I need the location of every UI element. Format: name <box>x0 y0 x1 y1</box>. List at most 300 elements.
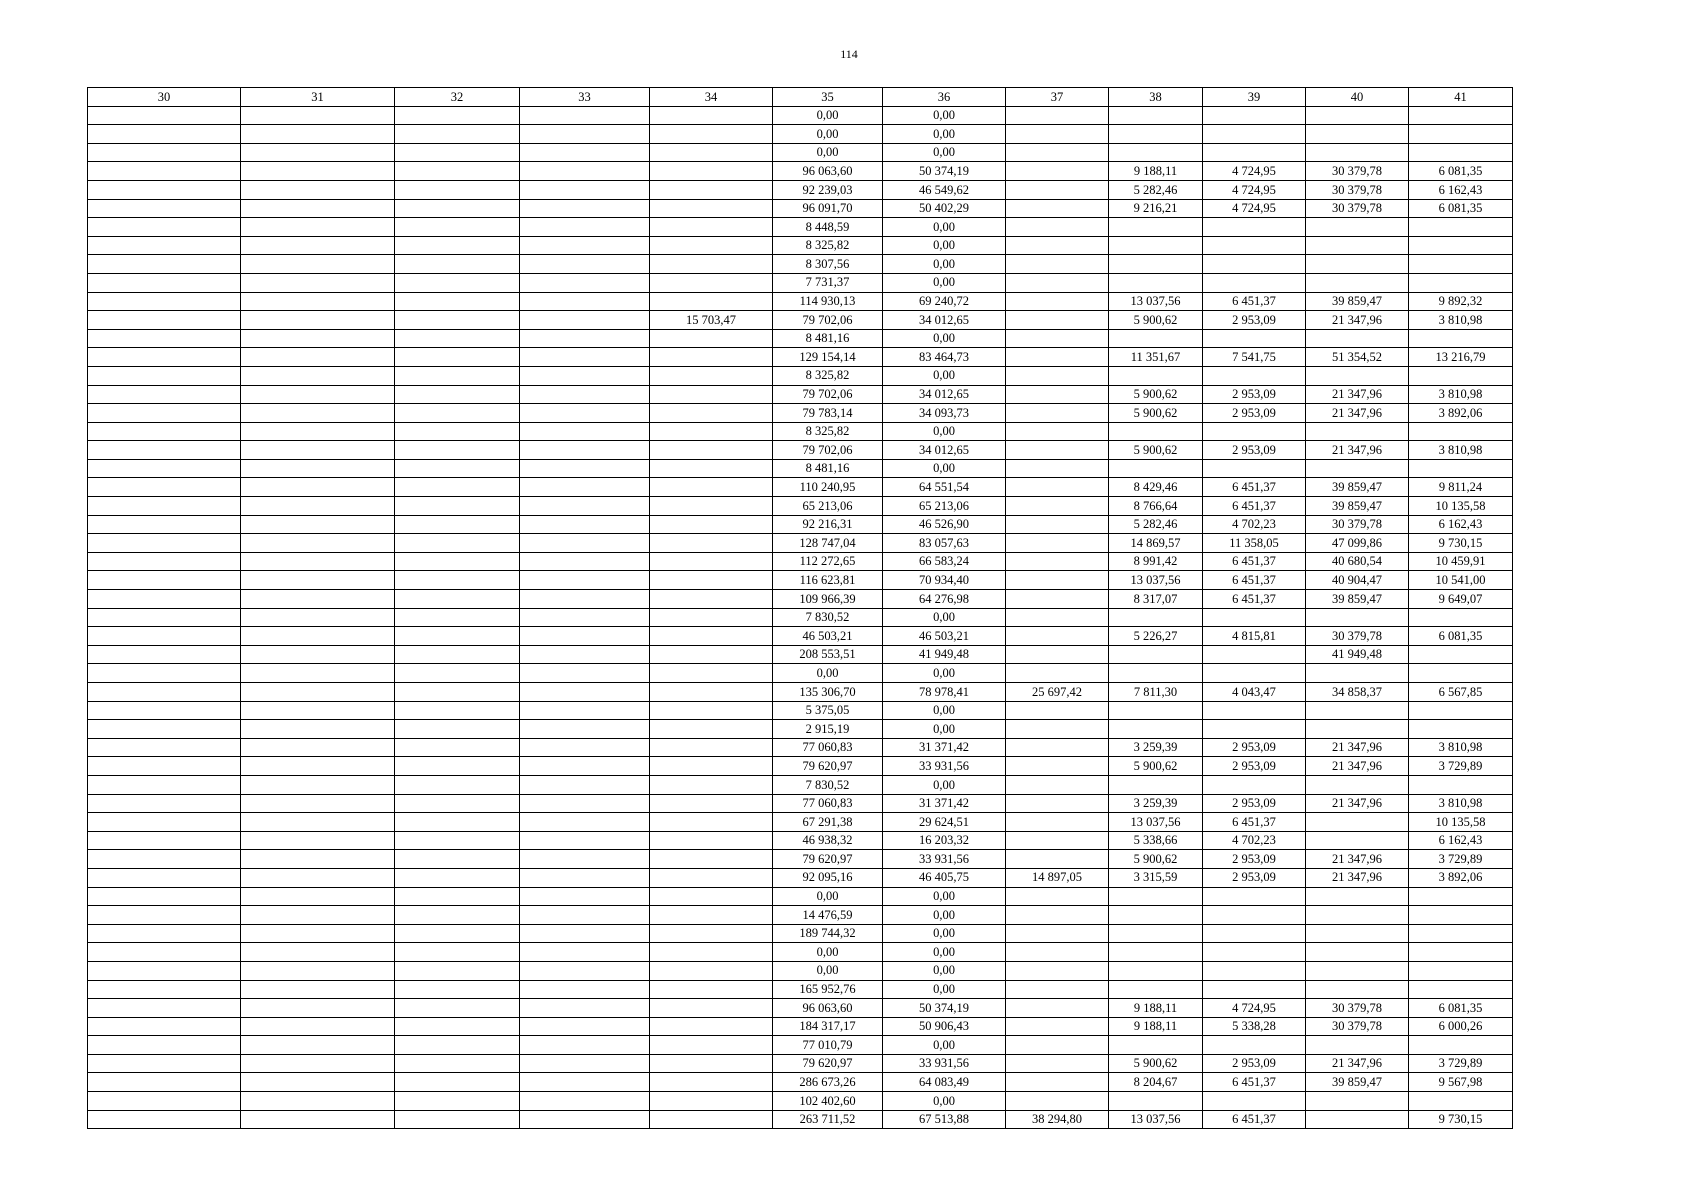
table-cell: 25 697,42 <box>1006 683 1109 702</box>
table-cell <box>241 366 395 385</box>
table-cell <box>1109 720 1203 739</box>
table-cell <box>395 311 520 330</box>
table-cell <box>650 701 773 720</box>
table-cell <box>1203 143 1306 162</box>
table-cell <box>1409 1036 1513 1055</box>
table-cell <box>650 924 773 943</box>
table-cell <box>241 497 395 516</box>
table-cell <box>395 125 520 144</box>
table-cell <box>241 961 395 980</box>
table-cell <box>520 1073 650 1092</box>
table-cell <box>520 348 650 367</box>
table-cell <box>1109 329 1203 348</box>
table-cell: 0,00 <box>883 422 1006 441</box>
table-cell <box>650 1110 773 1129</box>
table-cell <box>520 1110 650 1129</box>
table-cell: 9 567,98 <box>1409 1073 1513 1092</box>
table-cell <box>1109 143 1203 162</box>
table-cell <box>88 813 241 832</box>
table-cell <box>1109 1092 1203 1111</box>
table-row <box>88 366 1513 385</box>
table-cell: 5 900,62 <box>1109 404 1203 423</box>
table-cell <box>650 1036 773 1055</box>
table-cell: 0,00 <box>883 961 1006 980</box>
table-cell <box>1409 775 1513 794</box>
table-cell <box>650 645 773 664</box>
table-cell <box>1006 366 1109 385</box>
table-cell: 15 703,47 <box>650 311 773 330</box>
table-cell <box>395 943 520 962</box>
table-cell <box>520 534 650 553</box>
table-cell <box>1006 125 1109 144</box>
table-cell <box>520 459 650 478</box>
table-cell <box>1109 924 1203 943</box>
table-cell <box>88 775 241 794</box>
table-cell: 5 282,46 <box>1109 180 1203 199</box>
table-cell: 6 000,26 <box>1409 1017 1513 1036</box>
table-cell <box>1006 236 1109 255</box>
table-cell <box>88 1073 241 1092</box>
table-cell <box>88 125 241 144</box>
table-cell: 6 162,43 <box>1409 515 1513 534</box>
table-row <box>88 794 1513 813</box>
table-cell: 6 162,43 <box>1409 831 1513 850</box>
table-cell <box>1006 794 1109 813</box>
table-cell <box>241 608 395 627</box>
table-cell <box>241 664 395 683</box>
table-row <box>88 943 1513 962</box>
table-cell <box>1306 422 1409 441</box>
table-cell <box>650 106 773 125</box>
table-cell <box>1409 664 1513 683</box>
table-cell <box>650 775 773 794</box>
table-cell <box>241 273 395 292</box>
table-cell: 5 282,46 <box>1109 515 1203 534</box>
table-cell <box>395 329 520 348</box>
table-cell <box>88 850 241 869</box>
table-cell: 21 347,96 <box>1306 441 1409 460</box>
table-cell <box>88 162 241 181</box>
table-cell: 0,00 <box>883 106 1006 125</box>
table-cell <box>520 887 650 906</box>
table-cell <box>395 515 520 534</box>
table-cell: 4 724,95 <box>1203 162 1306 181</box>
table-cell <box>1203 924 1306 943</box>
table-cell <box>88 106 241 125</box>
table-cell <box>650 459 773 478</box>
table-cell: 0,00 <box>883 887 1006 906</box>
table-cell <box>88 180 241 199</box>
table-cell: 77 060,83 <box>773 794 883 813</box>
table-cell <box>1409 980 1513 999</box>
table-cell <box>650 906 773 925</box>
table-row <box>88 906 1513 925</box>
table-cell: 0,00 <box>883 255 1006 274</box>
table-row <box>88 571 1513 590</box>
table-cell: 30 379,78 <box>1306 180 1409 199</box>
table-cell <box>241 143 395 162</box>
table-cell <box>88 943 241 962</box>
table-cell <box>1006 608 1109 627</box>
table-cell <box>1109 236 1203 255</box>
table-cell: 79 783,14 <box>773 404 883 423</box>
table-cell <box>650 273 773 292</box>
column-header: 30 <box>88 88 241 107</box>
table-cell <box>88 683 241 702</box>
table-cell: 30 379,78 <box>1306 1017 1409 1036</box>
table-row <box>88 887 1513 906</box>
table-row <box>88 627 1513 646</box>
table-cell <box>520 738 650 757</box>
table-cell <box>520 571 650 590</box>
table-row <box>88 961 1513 980</box>
table-row <box>88 515 1513 534</box>
table-cell: 6 081,35 <box>1409 627 1513 646</box>
table-cell <box>1409 366 1513 385</box>
table-cell <box>1409 924 1513 943</box>
table-cell <box>1409 329 1513 348</box>
table-cell <box>395 1017 520 1036</box>
table-cell <box>395 887 520 906</box>
table-cell: 5 900,62 <box>1109 850 1203 869</box>
table-cell <box>88 961 241 980</box>
table-cell <box>395 924 520 943</box>
table-cell: 4 724,95 <box>1203 999 1306 1018</box>
table-cell: 40 680,54 <box>1306 552 1409 571</box>
table-cell: 69 240,72 <box>883 292 1006 311</box>
table-cell: 4 702,23 <box>1203 515 1306 534</box>
table-cell: 5 900,62 <box>1109 757 1203 776</box>
table-cell <box>520 868 650 887</box>
table-cell: 2 953,09 <box>1203 757 1306 776</box>
table-cell <box>1006 887 1109 906</box>
table-cell <box>1409 1092 1513 1111</box>
table-cell: 46 938,32 <box>773 831 883 850</box>
table-cell <box>520 180 650 199</box>
table-cell <box>241 1110 395 1129</box>
table-cell: 96 063,60 <box>773 162 883 181</box>
table-row <box>88 664 1513 683</box>
table-cell <box>88 236 241 255</box>
table-cell <box>1109 608 1203 627</box>
table-cell: 79 620,97 <box>773 1054 883 1073</box>
table-cell: 79 620,97 <box>773 850 883 869</box>
table-cell <box>650 1054 773 1073</box>
table-cell <box>520 906 650 925</box>
table-cell <box>241 943 395 962</box>
table-cell: 66 583,24 <box>883 552 1006 571</box>
table-cell <box>1306 236 1409 255</box>
table-cell: 77 010,79 <box>773 1036 883 1055</box>
table-cell <box>1109 255 1203 274</box>
table-cell <box>1006 459 1109 478</box>
table-cell: 4 724,95 <box>1203 199 1306 218</box>
table-cell: 70 934,40 <box>883 571 1006 590</box>
table-cell <box>1109 1036 1203 1055</box>
table-cell <box>1006 273 1109 292</box>
table-cell: 0,00 <box>773 106 883 125</box>
table-cell <box>1409 720 1513 739</box>
table-cell <box>88 497 241 516</box>
table-cell <box>395 441 520 460</box>
table-cell: 6 451,37 <box>1203 497 1306 516</box>
table-body <box>88 106 1513 1129</box>
table-cell: 2 953,09 <box>1203 868 1306 887</box>
table-cell: 3 729,89 <box>1409 1054 1513 1073</box>
table-cell: 165 952,76 <box>773 980 883 999</box>
table-cell <box>1006 757 1109 776</box>
table-row <box>88 162 1513 181</box>
table-cell: 102 402,60 <box>773 1092 883 1111</box>
table-cell: 0,00 <box>883 980 1006 999</box>
table-cell <box>88 1110 241 1129</box>
table-cell <box>1306 366 1409 385</box>
table-cell: 5 338,28 <box>1203 1017 1306 1036</box>
table-cell: 2 953,09 <box>1203 311 1306 330</box>
table-cell: 8 325,82 <box>773 422 883 441</box>
table-cell: 9 730,15 <box>1409 534 1513 553</box>
table-cell <box>1006 831 1109 850</box>
table-cell <box>241 868 395 887</box>
table-cell: 8 325,82 <box>773 366 883 385</box>
page-number: 114 <box>840 47 858 61</box>
table-cell <box>1409 236 1513 255</box>
column-header: 41 <box>1409 88 1513 107</box>
table-cell: 14 476,59 <box>773 906 883 925</box>
table-cell <box>520 497 650 516</box>
table-cell: 8 481,16 <box>773 459 883 478</box>
table-cell <box>241 292 395 311</box>
table-cell: 8 991,42 <box>1109 552 1203 571</box>
table-cell <box>1306 255 1409 274</box>
table-row <box>88 236 1513 255</box>
table-cell <box>88 1017 241 1036</box>
table-cell: 0,00 <box>883 125 1006 144</box>
table-cell <box>520 366 650 385</box>
table-cell <box>650 497 773 516</box>
table-cell <box>520 255 650 274</box>
table-cell: 4 043,47 <box>1203 683 1306 702</box>
table-cell <box>650 385 773 404</box>
table-cell <box>520 1054 650 1073</box>
table-cell: 96 091,70 <box>773 199 883 218</box>
table-cell <box>1409 125 1513 144</box>
table-cell: 16 203,32 <box>883 831 1006 850</box>
table-cell <box>241 794 395 813</box>
table-cell: 6 451,37 <box>1203 478 1306 497</box>
table-cell <box>88 385 241 404</box>
table-cell <box>1306 608 1409 627</box>
table-cell: 0,00 <box>883 701 1006 720</box>
table-cell: 21 347,96 <box>1306 404 1409 423</box>
table-cell: 33 931,56 <box>883 757 1006 776</box>
table-cell <box>395 738 520 757</box>
table-cell <box>88 255 241 274</box>
table-cell <box>650 162 773 181</box>
table-cell <box>1006 645 1109 664</box>
table-cell <box>520 273 650 292</box>
table-cell <box>88 199 241 218</box>
table-row <box>88 1073 1513 1092</box>
table-cell: 39 859,47 <box>1306 292 1409 311</box>
table-cell <box>395 627 520 646</box>
table-cell <box>1006 106 1109 125</box>
table-cell <box>395 961 520 980</box>
table-cell <box>88 459 241 478</box>
table-cell <box>395 906 520 925</box>
table-cell <box>1306 664 1409 683</box>
table-cell <box>1006 143 1109 162</box>
table-cell: 0,00 <box>883 273 1006 292</box>
table-cell <box>1006 218 1109 237</box>
table-cell <box>88 980 241 999</box>
table-cell <box>88 757 241 776</box>
table-cell <box>650 422 773 441</box>
table-cell: 6 081,35 <box>1409 199 1513 218</box>
table-cell <box>1203 645 1306 664</box>
table-cell <box>650 571 773 590</box>
table-cell <box>1006 961 1109 980</box>
table-cell <box>520 236 650 255</box>
table-cell <box>88 366 241 385</box>
table-cell <box>1203 218 1306 237</box>
table-row <box>88 143 1513 162</box>
table-cell <box>395 273 520 292</box>
table-cell: 33 931,56 <box>883 850 1006 869</box>
table-cell <box>650 292 773 311</box>
table-cell: 65 213,06 <box>883 497 1006 516</box>
table-cell: 6 451,37 <box>1203 292 1306 311</box>
table-cell <box>520 125 650 144</box>
table-row <box>88 1017 1513 1036</box>
table-cell: 39 859,47 <box>1306 590 1409 609</box>
table-cell: 0,00 <box>883 459 1006 478</box>
table-cell <box>1006 701 1109 720</box>
table-cell <box>241 236 395 255</box>
table-cell <box>1203 887 1306 906</box>
table-cell: 34 012,65 <box>883 385 1006 404</box>
table-cell <box>650 720 773 739</box>
table-cell: 5 375,05 <box>773 701 883 720</box>
table-cell <box>650 961 773 980</box>
table-row <box>88 292 1513 311</box>
table-cell <box>650 255 773 274</box>
header-row <box>88 88 1513 107</box>
table-cell <box>88 273 241 292</box>
table-cell <box>650 236 773 255</box>
table-cell <box>1203 329 1306 348</box>
table-cell <box>241 162 395 181</box>
table-cell <box>1006 1073 1109 1092</box>
table-cell: 3 810,98 <box>1409 794 1513 813</box>
table-cell <box>1006 627 1109 646</box>
table-cell: 47 099,86 <box>1306 534 1409 553</box>
table-cell <box>241 534 395 553</box>
table-row <box>88 813 1513 832</box>
table-cell: 3 892,06 <box>1409 868 1513 887</box>
table-cell <box>1203 255 1306 274</box>
table-cell <box>88 404 241 423</box>
table-cell <box>1006 422 1109 441</box>
table-cell: 8 317,07 <box>1109 590 1203 609</box>
table-cell <box>241 1092 395 1111</box>
table-cell: 8 325,82 <box>773 236 883 255</box>
table-row <box>88 980 1513 999</box>
table-cell <box>650 515 773 534</box>
table-cell <box>241 627 395 646</box>
column-header: 39 <box>1203 88 1306 107</box>
table-cell <box>1006 590 1109 609</box>
table-cell <box>88 571 241 590</box>
table-cell <box>1006 906 1109 925</box>
table-row <box>88 1110 1513 1129</box>
table-cell: 3 810,98 <box>1409 441 1513 460</box>
table-cell: 286 673,26 <box>773 1073 883 1092</box>
table-cell: 46 526,90 <box>883 515 1006 534</box>
table-cell <box>88 348 241 367</box>
table-cell <box>1306 1110 1409 1129</box>
table-cell <box>1409 143 1513 162</box>
table-cell <box>1306 1036 1409 1055</box>
table-cell <box>88 1036 241 1055</box>
table-cell: 0,00 <box>883 775 1006 794</box>
table-cell <box>395 590 520 609</box>
table-cell <box>88 720 241 739</box>
table-row <box>88 590 1513 609</box>
table-cell: 0,00 <box>883 906 1006 925</box>
table-cell <box>395 608 520 627</box>
table-cell <box>650 813 773 832</box>
table-cell <box>650 868 773 887</box>
table-cell <box>1006 980 1109 999</box>
table-cell: 110 240,95 <box>773 478 883 497</box>
table-cell <box>1203 701 1306 720</box>
table-cell <box>395 478 520 497</box>
table-cell: 21 347,96 <box>1306 757 1409 776</box>
table-cell <box>1006 571 1109 590</box>
table-cell <box>1006 924 1109 943</box>
table-cell: 50 402,29 <box>883 199 1006 218</box>
table-cell <box>650 180 773 199</box>
table-cell <box>1306 961 1409 980</box>
table-cell: 21 347,96 <box>1306 794 1409 813</box>
table-cell <box>241 515 395 534</box>
table-cell <box>520 645 650 664</box>
table-cell: 46 405,75 <box>883 868 1006 887</box>
table-cell: 8 481,16 <box>773 329 883 348</box>
table-cell <box>1306 980 1409 999</box>
table-cell <box>395 459 520 478</box>
table-cell <box>650 943 773 962</box>
table-cell <box>650 831 773 850</box>
table-cell: 116 623,81 <box>773 571 883 590</box>
table-cell: 39 859,47 <box>1306 1073 1409 1092</box>
table-cell <box>1203 906 1306 925</box>
table-cell: 0,00 <box>883 720 1006 739</box>
table-cell <box>1306 924 1409 943</box>
table-cell <box>395 1110 520 1129</box>
table-cell <box>1409 961 1513 980</box>
table-cell: 0,00 <box>883 218 1006 237</box>
table-cell: 31 371,42 <box>883 738 1006 757</box>
table-cell: 9 188,11 <box>1109 162 1203 181</box>
table-cell: 46 503,21 <box>883 627 1006 646</box>
table-cell <box>1006 348 1109 367</box>
table-cell: 0,00 <box>773 125 883 144</box>
column-header: 34 <box>650 88 773 107</box>
table-cell <box>1109 664 1203 683</box>
table-cell: 3 810,98 <box>1409 311 1513 330</box>
